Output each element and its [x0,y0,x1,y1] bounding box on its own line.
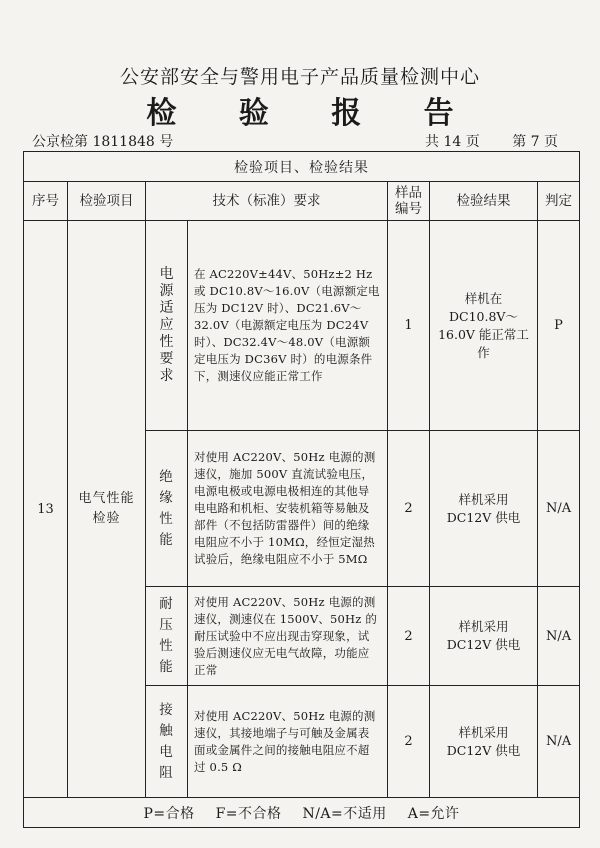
inspection-table [23,151,580,828]
table-row [24,221,580,431]
requirement-cell: 在 AC220V±44V、50Hz±2 Hz 或 DC10.8V～16.0V（电源额定电压为 DC12V 时）、DC21.6V～32.0V（电源额定电压为 DC24V 时）、DC32.4V～48.0V（电源额定电压为 DC36V 时）的电源条件下，测速仪应能正常工作 [188,221,388,431]
verdict-legend: P=合格 F=不合格 N/A=不适用 A=允许 [24,798,580,828]
col-result-header: 检验结果 [430,182,538,221]
requirement-cell: 对使用 AC220V、50Hz 电源的测速仪，施加 500V 直流试验电压，电源电极或电源电极相连的其他导电电路和机柜、安装机箱等易触及部件（不包括防雷器件）间的绝缘电阻应不小于 10MΩ，经恒定湿热试验后，绝缘电阻应不小于 5MΩ [188,431,388,587]
total-pages: 共 14 页 [425,134,480,150]
verdict-cell: N/A [538,686,580,798]
sub-item [146,431,188,587]
requirement-cell: 对使用 AC220V、50Hz 电源的测速仪，测速仪在 1500V、50Hz 的耐压试验中不应出现击穿现象，试验后测速仪应无电气故障，功能应正常 [188,587,388,686]
sub-item [146,587,188,686]
group-item [68,221,146,798]
sample-number: 2 [388,587,430,686]
report-meta [32,131,558,151]
sample-number: 1 [388,221,430,431]
result-cell: 样机采用 DC12V 供电 [430,431,538,587]
section-title: 检验项目、检验结果 [24,152,580,182]
sample-number: 2 [388,431,430,587]
group-item-label: 电气性能检验 [78,491,135,526]
col-sample-header [388,182,430,221]
result-cell: 样机采用 DC12V 供电 [430,686,538,798]
col-item-header: 检验项目 [68,182,146,221]
report-number: 公京检第 1811848 号 [32,134,174,150]
requirement-cell: 对使用 AC220V、50Hz 电源的测速仪，其接地端子与可触及金属表面或金属件之间的接触电阻应不超过 0.5 Ω [188,686,388,798]
sub-item-label: 耐压性能 [159,596,174,675]
col-seq-header: 序号 [24,182,68,221]
group-seq: 13 [24,221,68,798]
sub-item-label: 电源适应性要求 [159,266,174,384]
page-info [419,131,558,151]
col-verdict-header: 判定 [538,182,580,221]
sub-item [146,221,188,431]
col-requirement-header: 技术（标准）要求 [146,182,388,221]
sub-item-label: 接触电阻 [159,701,174,781]
col-sample-label: 样品编号 [395,185,422,217]
sample-number: 2 [388,686,430,798]
report-title: 检 验 报 告 [146,96,480,131]
current-page: 第 7 页 [512,134,558,150]
verdict-cell: N/A [538,431,580,587]
result-cell: 样机在 DC10.8V～16.0V 能正常工作 [430,221,538,431]
verdict-cell: P [538,221,580,431]
organization-name: 公安部安全与警用电子产品质量检测中心 [119,66,480,88]
result-cell: 样机采用 DC12V 供电 [430,587,538,686]
sub-item [146,686,188,798]
sub-item-label: 绝缘性能 [159,468,174,548]
verdict-cell: N/A [538,587,580,686]
